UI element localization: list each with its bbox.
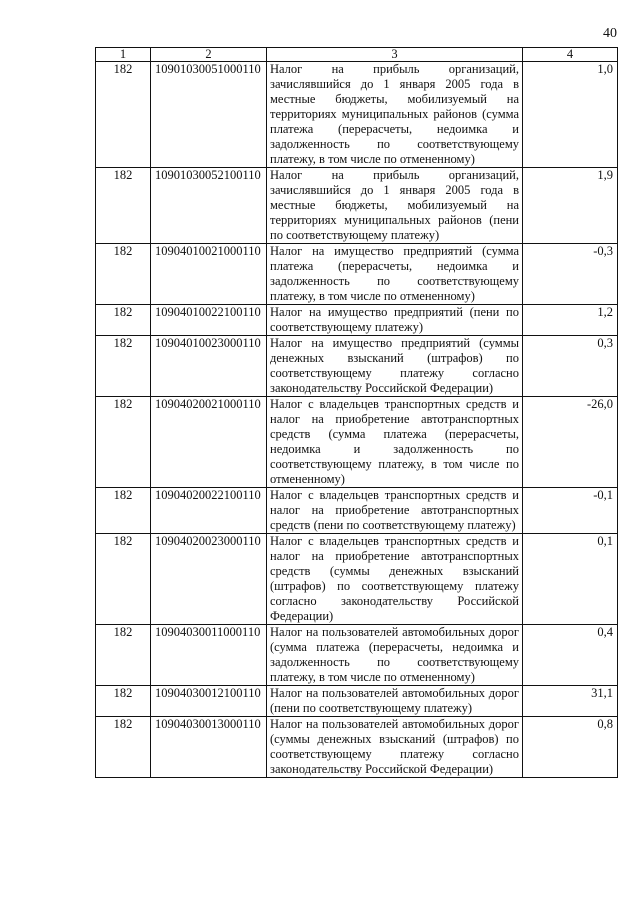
row-kbk-cell: 10904020021000110 (151, 397, 267, 488)
revenue-table (95, 47, 618, 778)
row-value-cell: 0,8 (523, 717, 618, 778)
row-name-cell: Налог с владельцев транспортных средств и налог на приобретение автотранспортных средств (пени по соответствующему платежу) (267, 488, 523, 534)
row-code-cell: 182 (96, 397, 151, 488)
table-row (96, 244, 618, 305)
row-kbk-cell: 10904030011000110 (151, 625, 267, 686)
row-code-cell: 182 (96, 244, 151, 305)
page-number: 40 (603, 26, 617, 41)
table-row (96, 305, 618, 336)
row-code-cell: 182 (96, 534, 151, 625)
row-kbk-cell: 10901030052100110 (151, 168, 267, 244)
row-name-cell: Налог на имущество предприятий (пени по соответствующему платежу) (267, 305, 523, 336)
row-kbk-cell: 10904010023000110 (151, 336, 267, 397)
table-row (96, 625, 618, 686)
column-header-2: 2 (151, 48, 267, 62)
row-name-cell: Налог с владельцев транспортных средств и налог на приобретение автотранспортных средств (суммы денежных взысканий (штрафов) по соответствующему платежу согласно законодательству Российской Федерации) (267, 534, 523, 625)
table-row (96, 686, 618, 717)
row-kbk-cell: 10904030012100110 (151, 686, 267, 717)
row-code-cell: 182 (96, 717, 151, 778)
row-kbk-cell: 10904020023000110 (151, 534, 267, 625)
table-row (96, 397, 618, 488)
table-row (96, 168, 618, 244)
row-value-cell: 0,1 (523, 534, 618, 625)
row-value-cell: 0,3 (523, 336, 618, 397)
table-row (96, 717, 618, 778)
table-header-row (96, 48, 618, 62)
row-name-cell: Налог на пользователей автомобильных дорог (пени по соответствующему платежу) (267, 686, 523, 717)
row-kbk-cell: 10904020022100110 (151, 488, 267, 534)
row-code-cell: 182 (96, 625, 151, 686)
table-row (96, 62, 618, 168)
row-name-cell: Налог на пользователей автомобильных дорог (сумма платежа (перерасчеты, недоимка и задолженность по соответствующему платежу, в том числе по отмененному) (267, 625, 523, 686)
row-kbk-cell: 10904010021000110 (151, 244, 267, 305)
row-value-cell: 1,0 (523, 62, 618, 168)
table-row (96, 534, 618, 625)
row-name-cell: Налог на пользователей автомобильных дорог (суммы денежных взысканий (штрафов) по соответствующему платежу согласно законодательству Российской Федерации) (267, 717, 523, 778)
row-name-cell: Налог на имущество предприятий (сумма платежа (перерасчеты, недоимка и задолженность по соответствующему платежу, в том числе по отмененному) (267, 244, 523, 305)
row-code-cell: 182 (96, 336, 151, 397)
table-body (96, 48, 618, 778)
table-row (96, 336, 618, 397)
row-kbk-cell: 10904030013000110 (151, 717, 267, 778)
column-header-4: 4 (523, 48, 618, 62)
row-value-cell: 1,2 (523, 305, 618, 336)
row-value-cell: -0,1 (523, 488, 618, 534)
row-kbk-cell: 10901030051000110 (151, 62, 267, 168)
row-name-cell: Налог на имущество предприятий (суммы денежных взысканий (штрафов) по соответствующему платежу согласно законодательству Российской Федерации) (267, 336, 523, 397)
row-value-cell: 0,4 (523, 625, 618, 686)
row-code-cell: 182 (96, 62, 151, 168)
row-value-cell: 31,1 (523, 686, 618, 717)
row-code-cell: 182 (96, 168, 151, 244)
row-code-cell: 182 (96, 305, 151, 336)
row-code-cell: 182 (96, 488, 151, 534)
row-value-cell: 1,9 (523, 168, 618, 244)
table-row (96, 488, 618, 534)
row-code-cell: 182 (96, 686, 151, 717)
column-header-1: 1 (96, 48, 151, 62)
row-name-cell: Налог с владельцев транспортных средств и налог на приобретение автотранспортных средств (сумма платежа (перерасчеты, недоимка и задолженность по соответствующему платежу, в том числе по отмененному) (267, 397, 523, 488)
row-name-cell: Налог на прибыль организаций, зачислявшийся до 1 января 2005 года в местные бюджеты, мобилизуемый на территориях муниципальных районов (сумма платежа (перерасчеты, недоимка и задолженность по соответствующему платежу, в том числе по отмененному) (267, 62, 523, 168)
row-value-cell: -0,3 (523, 244, 618, 305)
row-value-cell: -26,0 (523, 397, 618, 488)
row-name-cell: Налог на прибыль организаций, зачислявшийся до 1 января 2005 года в местные бюджеты, мобилизуемый на территориях муниципальных районов (пени по соответствующему платежу) (267, 168, 523, 244)
column-header-3: 3 (267, 48, 523, 62)
row-kbk-cell: 10904010022100110 (151, 305, 267, 336)
